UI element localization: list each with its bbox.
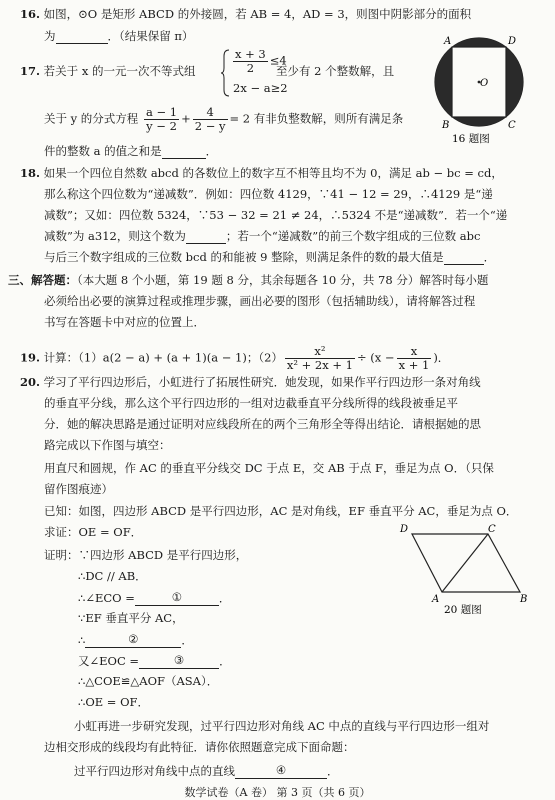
q18-text-4b: ；若一个“递减数”的前三个数字组成的三位数 abc	[225, 229, 481, 243]
answer-blank	[56, 43, 108, 44]
question-number: 17.	[20, 64, 41, 78]
proof-head: 证明：∵四边形 ABCD 是平行四边形，	[44, 548, 248, 562]
section3-text-3: 书写在答题卡中对应的位置上．	[44, 315, 205, 329]
label-o: O	[480, 78, 489, 89]
q20-text-9: 小虹再进一步研究发现，过平行四边形对角线 AC 中点的直线与平行四边形一组对	[74, 719, 490, 733]
q19-text-1: 计算：（1）a(2 − a) + (a + 1)(a − 1)；（2）	[43, 350, 283, 365]
q18-line1	[20, 165, 503, 181]
section-heading: 三、解答题：	[8, 273, 77, 287]
q18-text-5b: ．	[483, 250, 496, 264]
q16-line2	[44, 28, 193, 44]
q17-text-b: 至少有 2 个整数解，且	[276, 64, 395, 78]
label-d: D	[508, 36, 517, 47]
parallelogram-abcd	[412, 534, 520, 592]
ineq1-rest: ≤4	[269, 53, 287, 68]
q20-text-5: 用直尺和圆规，作 AC 的垂直平分线交 DC 于点 E，交 AB 于点 F，垂足为点 O．（只保	[44, 461, 494, 475]
f1-num: a − 1	[145, 105, 178, 119]
ineq2: 2x − a≥2	[233, 81, 288, 95]
label-b: B	[520, 594, 528, 605]
figure-caption: 16 题图	[452, 133, 490, 145]
label-b: B	[442, 120, 450, 131]
q16-figure	[424, 34, 542, 146]
proof-step-4end: ．	[181, 633, 193, 647]
q17-line3	[44, 143, 217, 159]
q20-text-8: 求证：OE = OF．	[44, 525, 143, 539]
proof-step-5a: 又∠EOC =	[78, 654, 140, 668]
section3-text-1: （本大题 8 个小题，第 19 题 8 分，其余每题各 10 分，共 78 分）解答时每小题	[77, 273, 489, 287]
q20-text-11: 过平行四边形对角线中点的直线	[74, 764, 235, 778]
q19-end: )．	[433, 350, 450, 365]
ineq1-den: 2	[246, 61, 255, 75]
proof-step-2a: ∴∠ECO =	[78, 591, 135, 605]
q20-figure	[396, 518, 536, 614]
proof-step-5end: ．	[219, 654, 231, 668]
question-number: 20.	[20, 375, 41, 389]
answer-blank	[162, 158, 206, 159]
q18-text-1: 如果一个四位自然数 abcd 的各数位上的数字互不相等且均不为 0，满足 ab − bc = cd，	[43, 166, 503, 180]
section3-line1	[8, 272, 488, 288]
q19-mid: ÷ (x −	[357, 350, 395, 365]
proof-step-1: ∴DC // AB．	[78, 569, 147, 583]
proof-step-5	[78, 652, 231, 669]
q18-text-5a: 与后三个数字组成的三位数 bcd 的和能被 9 整除，则满足条件的数的最大值是	[44, 250, 444, 264]
label-c: C	[508, 120, 516, 131]
q20-text-1: 学习了平行四边形后，小虹进行了拓展性研究．她发现，如果作平行四边形一条对角线	[43, 375, 481, 389]
proof-step-4a: ∴	[78, 633, 86, 647]
answer-blank	[444, 264, 484, 265]
f1-den: y − 2	[146, 119, 177, 133]
ineq1-num: x + 3	[235, 47, 266, 61]
q17-line2	[44, 106, 403, 133]
q19-f-num: x²	[285, 345, 355, 359]
q16-text-a: 为	[44, 29, 56, 43]
q18-text-2: 那么称这个四位数为“递减数”．例如：四位数 4129，∵41 − 12 = 29，∴4129 是“递	[44, 187, 493, 201]
page-footer: 数学试卷（A 卷） 第 3 页（共 6 页）	[184, 786, 371, 799]
label-a: A	[444, 36, 452, 47]
q19-f-den: x² + 2x + 1	[286, 358, 353, 372]
answer-blank	[186, 243, 226, 244]
q18-line5	[44, 249, 495, 265]
question-number: 18.	[20, 166, 41, 180]
section3-text-2: 必须给出必要的演算过程或推理步骤，画出必要的图形（包括辅助线），请将解答过程	[44, 294, 476, 308]
q17-text-c: 关于 y 的分式方程	[44, 111, 139, 126]
label-d: D	[400, 524, 409, 535]
proof-step-7: ∴OE = OF．	[78, 695, 149, 709]
q20-text-10: 边相交形成的线段均有此特征．请你依照题意完成下面命题：	[44, 740, 355, 754]
q17-text-d: = 2 有非负整数解，则所有满足条	[229, 111, 404, 126]
q19-line	[20, 345, 449, 372]
q20-line1	[20, 374, 481, 390]
q20-line11	[74, 762, 339, 779]
diagonal-ac	[442, 534, 488, 592]
q16-text-b: ．（结果保留 π）	[107, 29, 194, 43]
question-number: 19.	[20, 350, 41, 365]
blank-4: ④	[235, 762, 327, 779]
proof-step-2end: ．	[218, 591, 231, 605]
q16-text: 如图，⊙O 是矩形 ABCD 的外接圆，若 AB = 4，AD = 3，则图中阴影部分的面积	[43, 7, 472, 21]
plus: +	[181, 111, 191, 126]
q19-g-den: x + 1	[398, 358, 430, 372]
blank-1: ①	[135, 589, 219, 606]
proof-step-4	[78, 631, 193, 648]
q20-text-2: 的垂直平分线，那么这个平行四边形的一组对边截垂直平分线所得的线段被垂足平	[44, 396, 458, 410]
q17-text-e: 件的整数 a 的值之和是	[44, 144, 162, 158]
figure-caption: 20 题图	[444, 604, 482, 614]
label-c: C	[488, 524, 496, 535]
q20-text-6: 留作图痕迹）	[44, 482, 113, 496]
q20-text-7: 已知：如图，四边形 ABCD 是平行四边形，AC 是对角线，EF 垂直平分 AC，垂足为点 O．	[44, 504, 518, 518]
q18-text-4a: 减数”为 a312，则这个数为	[44, 229, 186, 243]
q18-text-3: 减数”；又如：四位数 5324，∵53 − 32 = 21 ≠ 24，∴5324 不是“递减数”．若一个“递	[44, 208, 508, 222]
f2-den: 2 − y	[194, 119, 226, 133]
q19-g-num: x	[397, 345, 432, 359]
blank-3: ③	[139, 652, 219, 669]
q20-text-4: 路完成以下作图与填空：	[44, 438, 171, 452]
proof-step-6: ∴△COE≌△AOF（ASA）．	[78, 674, 219, 688]
label-a: A	[432, 594, 440, 605]
proof-step-2	[78, 589, 230, 606]
q18-line4	[44, 228, 480, 244]
q17-text-a: 若关于 x 的一元一次不等式组	[43, 64, 196, 78]
q17-line1	[20, 63, 195, 79]
q20-text-11end: ．	[327, 764, 339, 778]
q20-text-3: 分．她的解决思路是通过证明对应线段所在的两个三角形全等得出结论．请根据她的思	[44, 417, 481, 431]
q16-line1	[20, 6, 471, 22]
blank-2: ②	[85, 631, 181, 648]
q17-text-f: ．	[205, 144, 218, 158]
f2-num: 4	[193, 106, 228, 120]
proof-step-3: ∵EF 垂直平分 AC，	[78, 611, 184, 625]
question-number: 16.	[20, 7, 41, 21]
